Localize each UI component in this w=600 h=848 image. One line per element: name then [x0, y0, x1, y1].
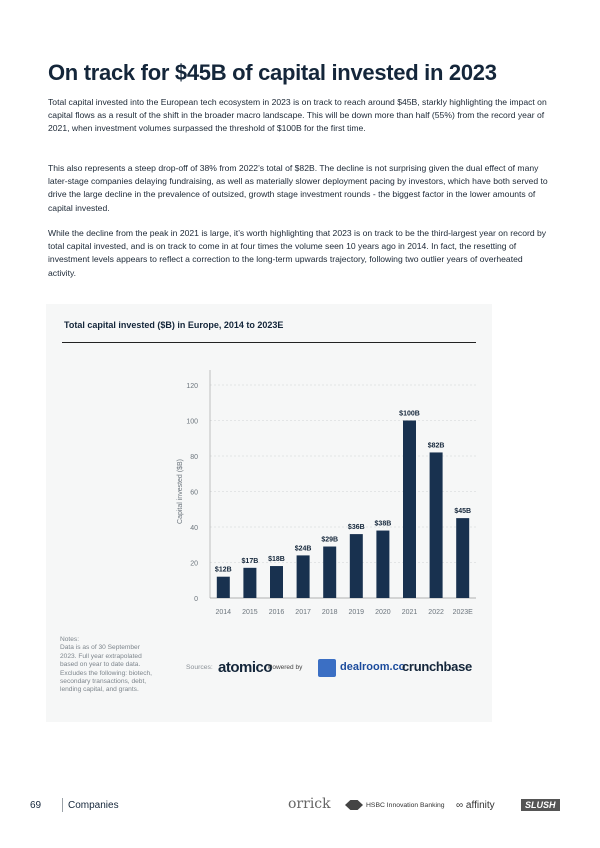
bar	[297, 555, 310, 598]
orrick-logo: orrick	[288, 796, 331, 812]
crunchbase-logo: crunchbase	[402, 659, 472, 674]
paragraph-2: This also represents a steep drop-off of 38% from 2022’s total of $82B. The decline is not surprising given the dual effect of many later-stage companies delaying fundraising, as well as materially slower deployment pacing by investors, which have both served to drive the large decline in the prevalence of outsized, growth stage investment rounds - the biggest factor in the lower amounts of capital invested.	[48, 163, 548, 213]
sources-label: Sources:	[186, 664, 213, 671]
bar	[430, 452, 443, 598]
chart-notes: Notes: Data is as of 30 September 2023. Full year extrapolated based on year to date data. Excludes the following: biotech, secondary transactions, debt, lending capital, and grants.	[60, 636, 153, 694]
y-tick-label: 40	[190, 525, 198, 532]
x-tick-label: 2017	[295, 609, 311, 616]
y-tick-label: 80	[190, 454, 198, 461]
x-tick-label: 2016	[268, 609, 285, 616]
data-label: $38B	[374, 520, 392, 528]
dealroom-icon	[318, 659, 336, 677]
data-label: $29B	[321, 536, 339, 544]
data-label: $17B	[241, 557, 259, 565]
y-tick-label: 20	[190, 560, 198, 568]
hsbc-hexagon-icon	[345, 800, 363, 810]
y-tick-label: 120	[186, 383, 198, 390]
x-tick-label: 2018	[321, 609, 338, 616]
data-label: $100B	[399, 410, 420, 418]
page-number: 69	[30, 800, 42, 811]
x-tick-label: 2021	[401, 609, 418, 616]
section-name: Companies	[68, 800, 119, 811]
bar	[376, 531, 389, 598]
atomico-logo: atomico	[218, 659, 273, 676]
chart-title: Total capital invested ($B) in Europe, 2014 to 2023E	[64, 320, 284, 330]
data-label: $12B	[214, 566, 232, 574]
bar	[270, 566, 283, 598]
bar	[217, 577, 230, 598]
x-tick-label: 2014	[215, 609, 232, 616]
hsbc-logo-text: HSBC Innovation Banking	[366, 801, 445, 809]
x-tick-label: 2020	[375, 609, 391, 616]
bar	[243, 568, 256, 598]
x-tick-label: 2015	[242, 609, 258, 616]
data-label: $45B	[454, 508, 472, 516]
data-label: $24B	[294, 545, 312, 553]
bar	[456, 518, 469, 598]
y-tick-label: 100	[186, 418, 198, 426]
affinity-logo-text: affinity	[465, 800, 495, 811]
powered-by-label: Powered by	[268, 664, 303, 671]
y-tick-label: 0	[194, 596, 198, 603]
page-title: On track for $45B of capital invested in 2023	[48, 60, 497, 85]
affinity-logo: ∞ affinity	[456, 800, 495, 811]
y-axis-label: Capital invested ($B)	[177, 459, 184, 524]
y-tick-label: 60	[190, 489, 198, 497]
data-label: $82B	[427, 442, 445, 450]
paragraph-3: While the decline from the peak in 2021 is large, it’s worth highlighting that 2023 is on track to be the third-largest year on record by total capital invested, and is on track to come in at four times the volume seen 10 years ago in 2014. In fact, the resetting of investment levels appears to reflect a correction to the long-term upwards trajectory, following two outlier years of overheated activity.	[48, 228, 547, 278]
slush-logo: SLUSH	[521, 799, 560, 811]
bar	[350, 534, 363, 598]
data-label: $18B	[268, 556, 285, 564]
x-tick-label: 2019	[348, 609, 365, 616]
hsbc-logo	[345, 800, 445, 810]
data-label: $36B	[347, 524, 365, 532]
dealroom-logo: dealroom.co	[340, 661, 406, 673]
x-tick-label: 2022	[428, 609, 444, 616]
x-tick-label: 2023E	[452, 609, 473, 616]
bar	[323, 547, 336, 598]
paragraph-1: Total capital invested into the European tech ecosystem in 2023 is on track to reach around $45B, starkly highlighting the impact on capital flows as a result of the shift in the broader macro landscape. This will be down more than half (55%) from the record year of 2021, when investment volumes surpassed the threshold of $100B for the first time.	[48, 97, 547, 134]
footer-divider	[62, 798, 63, 812]
bar	[403, 421, 416, 599]
